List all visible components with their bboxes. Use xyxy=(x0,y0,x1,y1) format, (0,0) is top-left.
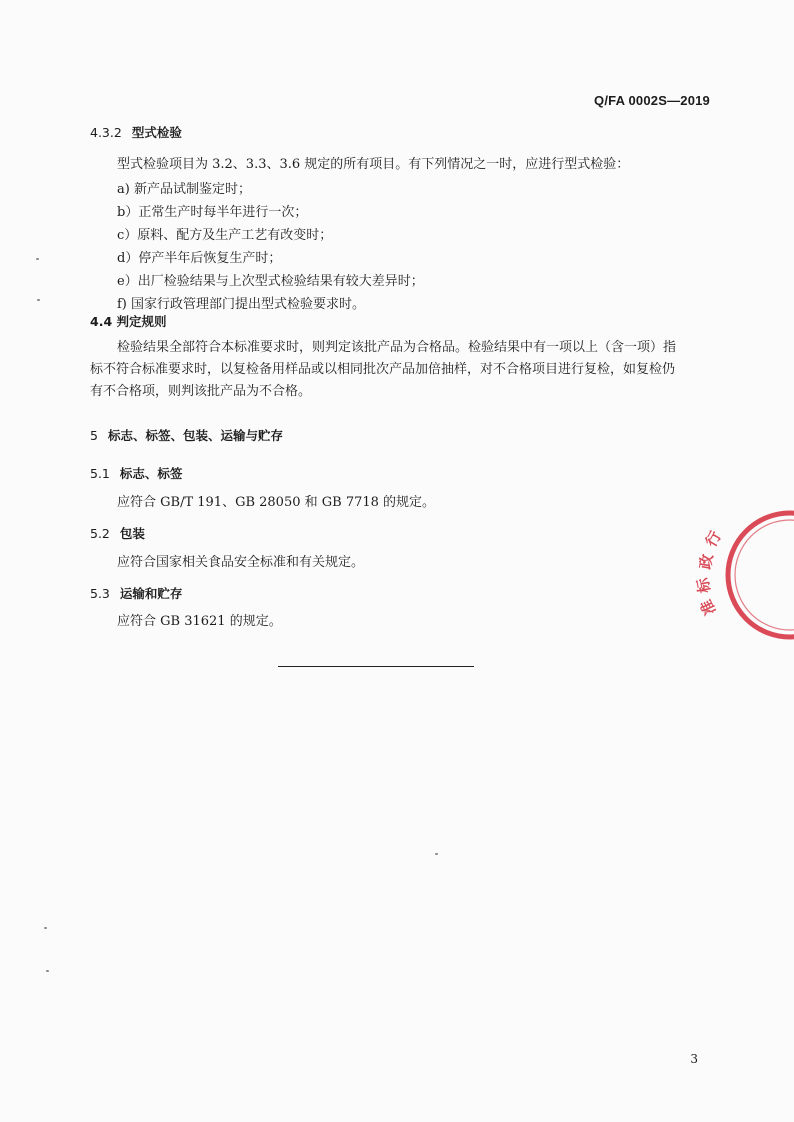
section-5-2-heading xyxy=(90,525,145,542)
page-number: 3 xyxy=(690,1052,698,1066)
paragraph-line: 检验结果全部符合本标准要求时，则判定该批产品为合格品。检验结果中有一项以上（含一项）指 xyxy=(117,340,677,355)
section-title: 标志、标签 xyxy=(119,466,183,481)
section-5-3-body: 应符合 GB 31621 的规定。 xyxy=(117,614,282,629)
section-number: 4.4 xyxy=(90,314,113,329)
section-title: 运输和贮存 xyxy=(119,586,183,601)
section-title: 型式检验 xyxy=(131,125,182,140)
section-5-2-body: 应符合国家相关食品安全标准和有关规定。 xyxy=(117,555,365,570)
section-number: 4.3.2 xyxy=(90,125,122,140)
scan-speck xyxy=(46,970,49,972)
section-title: 包装 xyxy=(119,526,145,541)
list-item: b）正常生产时每半年进行一次； xyxy=(117,205,308,220)
list-item: f) 国家行政管理部门提出型式检验要求时。 xyxy=(117,297,366,312)
section-5-heading xyxy=(90,427,283,444)
section-4-3-2-intro: 型式检验项目为 3.2、3.3、3.6 规定的所有项目。有下列情况之一时，应进行型式检验： xyxy=(117,157,630,172)
list-item: a) 新产品试制鉴定时； xyxy=(117,182,251,197)
svg-text:政: 政 xyxy=(696,552,717,571)
section-number: 5 xyxy=(90,428,98,443)
standard-code: Q/FA 0002S—2019 xyxy=(594,93,710,108)
scan-speck xyxy=(36,258,39,260)
paragraph-line: 标不符合标准要求时，以复检备用样品或以相同批次产品加倍抽样，对不合格项目进行复检，如复检仍 xyxy=(90,362,676,377)
list-item: e）出厂检验结果与上次型式检验结果有较大差异时； xyxy=(117,274,424,289)
section-4-4-heading xyxy=(90,313,167,330)
paragraph-line: 有不合格项，则判该批产品为不合格。 xyxy=(90,384,312,399)
section-title: 标志、标签、包装、运输与贮存 xyxy=(107,428,283,443)
list-item: c）原料、配方及生产工艺有改变时； xyxy=(117,228,333,243)
section-number: 5.1 xyxy=(90,466,110,481)
official-seal-stamp xyxy=(693,508,794,642)
scan-speck xyxy=(435,853,438,855)
section-title: 判定规则 xyxy=(116,314,167,329)
scan-speck xyxy=(44,927,47,929)
section-number: 5.2 xyxy=(90,526,110,541)
svg-text:标: 标 xyxy=(693,576,714,595)
svg-text:准: 准 xyxy=(696,596,720,618)
section-5-1-body: 应符合 GB/T 191、GB 28050 和 GB 7718 的规定。 xyxy=(117,495,436,510)
section-4-3-2-heading xyxy=(90,124,182,141)
section-5-3-heading xyxy=(90,585,182,602)
seal-graphic xyxy=(693,508,794,642)
list-item: d）停产半年后恢复生产时； xyxy=(117,251,282,266)
end-separator-line xyxy=(278,666,474,667)
section-number: 5.3 xyxy=(90,586,110,601)
section-5-1-heading xyxy=(90,465,182,482)
scan-speck xyxy=(37,299,40,301)
svg-text:行: 行 xyxy=(701,527,725,550)
